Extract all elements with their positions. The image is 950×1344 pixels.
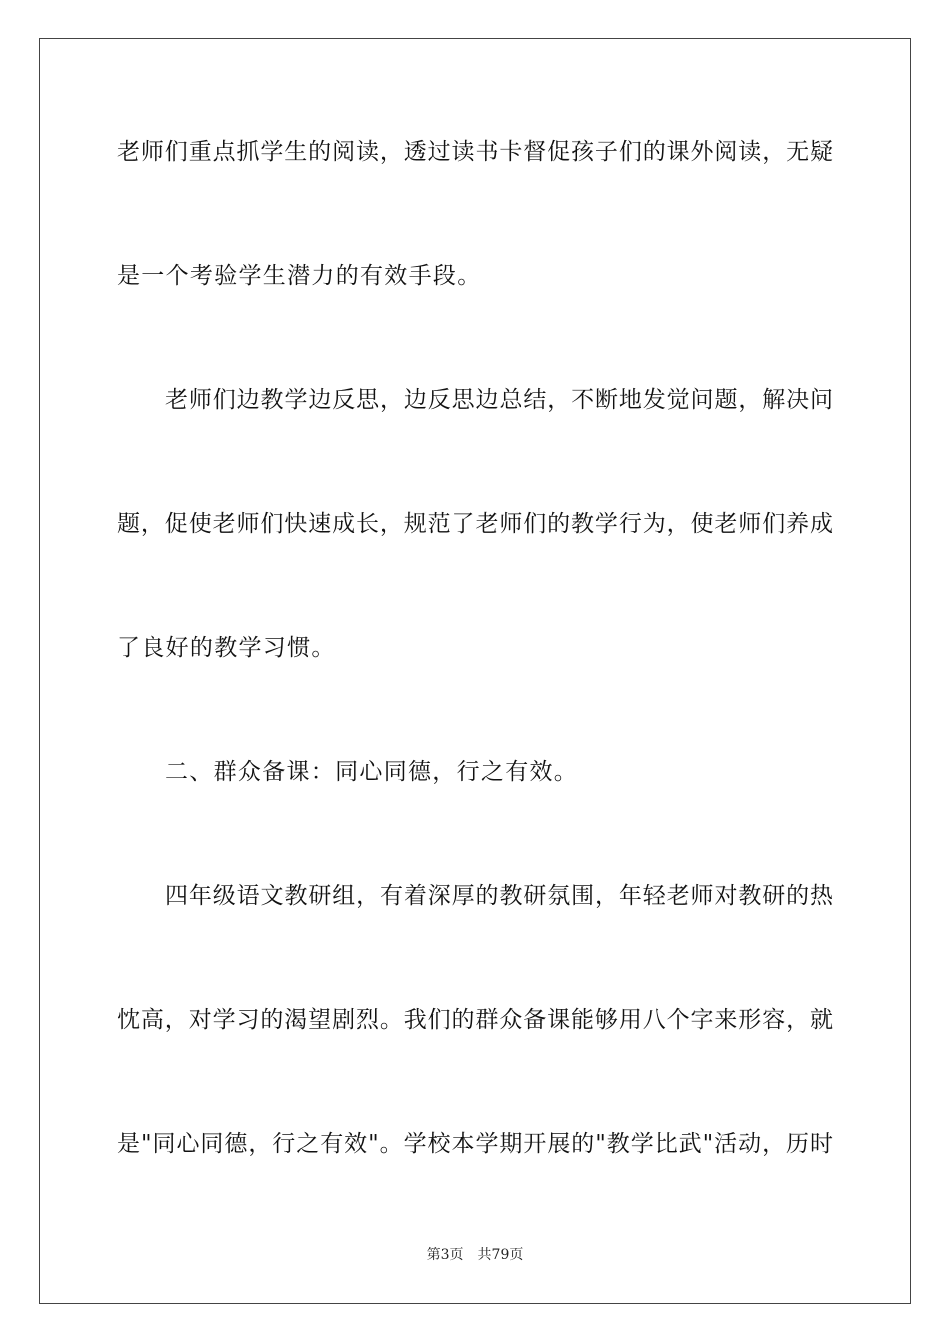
body-text-line: 题，促使老师们快速成长，规范了老师们的教学行为，使老师们养成 <box>117 511 833 537</box>
body-text-line: 是一个考验学生潜力的有效手段。 <box>117 263 482 289</box>
body-text-line: 忱高，对学习的渴望剧烈。我们的群众备课能够用八个字来形容，就 <box>117 1007 833 1033</box>
page-number: 第3页 <box>426 1247 464 1263</box>
body-text-line: 是"同心同德，行之有效"。学校本学期开展的"教学比武"活动，历时 <box>117 1131 833 1157</box>
page-frame <box>39 38 911 1304</box>
body-text-line: 四年级语文教研组，有着深厚的教研氛围，年轻老师对教研的热 <box>165 883 833 909</box>
section-heading: 二、群众备课：同心同德，行之有效。 <box>165 759 579 785</box>
body-text-line: 老师们重点抓学生的阅读，透过读书卡督促孩子们的课外阅读，无疑 <box>117 139 833 165</box>
page-footer <box>0 1246 950 1264</box>
page-total: 共79页 <box>477 1247 524 1263</box>
body-text-line: 老师们边教学边反思，边反思边总结，不断地发觉问题，解决问 <box>165 387 833 413</box>
body-text-line: 了良好的教学习惯。 <box>117 635 336 661</box>
